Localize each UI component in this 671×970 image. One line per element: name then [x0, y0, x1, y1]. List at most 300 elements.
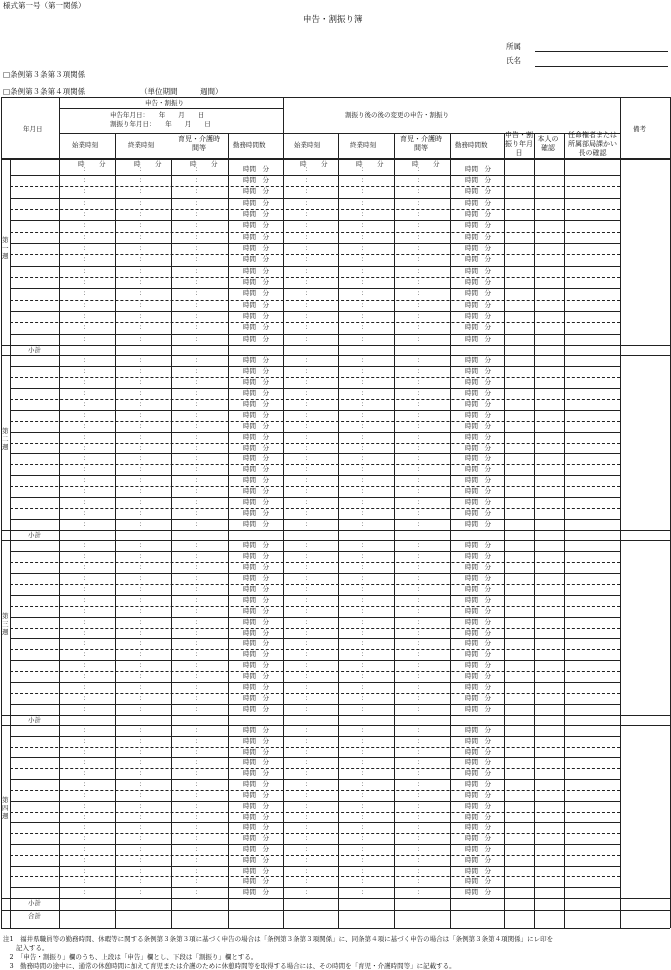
- time-cell-w4-r6-c3[interactable]: ：: [195, 780, 202, 789]
- hours-cell-w1-r8-b[interactable]: 時間 分: [465, 244, 491, 252]
- time-cell-w4-r12-c4[interactable]: ：: [305, 844, 312, 853]
- hours-cell-w3-r14-a[interactable]: 時間 分: [243, 683, 269, 692]
- hours-cell-w4-r3-b[interactable]: 時間 分: [465, 747, 491, 756]
- time-cell-w3-r15-c6[interactable]: ：: [417, 694, 424, 703]
- time-cell-w4-r5-c2[interactable]: ：: [139, 769, 146, 778]
- time-cell-w3-r6-c4[interactable]: ：: [305, 595, 312, 604]
- hours-cell-w4-r4-a[interactable]: 時間 分: [243, 758, 269, 767]
- time-cell-w3-r12-c1[interactable]: ：: [83, 661, 90, 670]
- time-cell-w1-r8-c2[interactable]: ：: [139, 244, 146, 252]
- time-cell-w4-r13-c5[interactable]: ：: [361, 855, 368, 864]
- hours-cell-w2-r14-a[interactable]: 時間 分: [243, 498, 269, 507]
- time-cell-w2-r2-c3[interactable]: ：: [195, 366, 202, 375]
- hours-cell-w4-r3-a[interactable]: 時間 分: [243, 747, 269, 756]
- hours-cell-w1-r9-b[interactable]: 時間 分: [465, 255, 491, 264]
- time-cell-w1-r8-c3[interactable]: ：: [195, 244, 202, 252]
- time-cell-w1-r14-c2[interactable]: ：: [139, 312, 146, 320]
- time-cell-w1-r13-c5[interactable]: ：: [361, 300, 368, 309]
- time-cell-w3-r6-c1[interactable]: ：: [83, 595, 90, 604]
- time-cell-w4-r10-c6[interactable]: ：: [417, 823, 424, 832]
- time-cell-w1-r15-c4[interactable]: ：: [305, 323, 312, 332]
- time-cell-w2-r16-c6[interactable]: ：: [417, 520, 424, 529]
- time-cell-w1-r2-c4[interactable]: ：: [305, 176, 312, 184]
- time-cell-w2-r3-c3[interactable]: ：: [195, 377, 202, 386]
- time-cell-w3-r13-c2[interactable]: ：: [139, 672, 146, 681]
- time-cell-w2-r15-c1[interactable]: ：: [83, 509, 90, 518]
- hours-cell-w3-r3-b[interactable]: 時間 分: [465, 562, 491, 571]
- hours-cell-w4-r12-a[interactable]: 時間 分: [243, 844, 269, 853]
- time-cell-w2-r9-c3[interactable]: ：: [195, 443, 202, 452]
- time-cell-w4-r13-c4[interactable]: ：: [305, 855, 312, 864]
- hours-cell-w3-r8-a[interactable]: 時間 分: [243, 617, 269, 626]
- time-cell-w4-r10-c3[interactable]: ：: [195, 823, 202, 832]
- time-cell-w3-r2-c4[interactable]: ：: [305, 551, 312, 560]
- hours-cell-w3-r10-b[interactable]: 時間 分: [465, 639, 491, 648]
- hours-cell-w2-r7-b[interactable]: 時間 分: [465, 421, 491, 430]
- time-cell-w4-r10-c4[interactable]: ：: [305, 823, 312, 832]
- hours-cell-w4-r5-b[interactable]: 時間 分: [465, 769, 491, 778]
- time-cell-w1-r2-c3[interactable]: ：: [195, 176, 202, 184]
- time-cell-w1-r4-c6[interactable]: ：: [417, 198, 424, 207]
- time-cell-w1-r16-c4[interactable]: ：: [305, 334, 312, 343]
- time-cell-w4-r3-c4[interactable]: ：: [305, 747, 312, 756]
- time-cell-w2-r8-c5[interactable]: ：: [361, 432, 368, 441]
- time-cell-w3-r14-c1[interactable]: ：: [83, 683, 90, 692]
- hours-cell-w1-r14-a[interactable]: 時間 分: [243, 312, 269, 320]
- time-cell-w4-r2-c3[interactable]: ：: [195, 736, 202, 745]
- hours-cell-w3-r9-b[interactable]: 時間 分: [465, 628, 491, 637]
- time-cell-w1-r6-c3[interactable]: ：: [195, 221, 202, 230]
- time-cell-w1-r12-c1[interactable]: ：: [83, 289, 90, 298]
- time-cell-w1-r14-c4[interactable]: ：: [305, 312, 312, 320]
- time-cell-w1-r14-c1[interactable]: ：: [83, 312, 90, 320]
- time-cell-w2-r8-c2[interactable]: ：: [139, 432, 146, 441]
- hours-cell-w1-r7-b[interactable]: 時間 分: [465, 232, 491, 241]
- time-cell-w1-r3-c4[interactable]: ：: [305, 187, 312, 196]
- time-cell-w4-r10-c1[interactable]: ：: [83, 823, 90, 832]
- time-cell-w3-r8-c3[interactable]: ：: [195, 617, 202, 626]
- hours-cell-w3-r15-b[interactable]: 時間 分: [465, 694, 491, 703]
- time-cell-w4-r12-c5[interactable]: ：: [361, 844, 368, 853]
- time-cell-w4-r1-c2[interactable]: ：: [139, 726, 146, 734]
- hours-cell-w4-r16-b[interactable]: 時間 分: [465, 888, 491, 897]
- time-cell-w4-r5-c5[interactable]: ：: [361, 769, 368, 778]
- time-cell-w2-r12-c3[interactable]: ：: [195, 476, 202, 485]
- checkbox-article3-4[interactable]: □条例第３条第４項関係: [3, 87, 86, 96]
- hours-cell-w2-r4-b[interactable]: 時間 分: [465, 388, 491, 397]
- time-cell-w2-r13-c4[interactable]: ：: [305, 487, 312, 496]
- time-cell-w4-r12-c2[interactable]: ：: [139, 844, 146, 853]
- time-cell-w3-r12-c4[interactable]: ：: [305, 661, 312, 670]
- time-cell-w1-r5-c6[interactable]: ：: [417, 210, 424, 218]
- time-cell-w1-r4-c5[interactable]: ：: [361, 198, 368, 207]
- time-cell-w3-r1-c2[interactable]: ：: [139, 541, 146, 549]
- time-cell-w4-r15-c2[interactable]: ：: [139, 877, 146, 886]
- time-cell-w4-r6-c1[interactable]: ：: [83, 780, 90, 789]
- hours-cell-w2-r16-a[interactable]: 時間 分: [243, 520, 269, 529]
- hours-cell-w2-r1-b[interactable]: 時間 分: [465, 356, 491, 364]
- time-cell-w3-r4-c2[interactable]: ：: [139, 573, 146, 582]
- time-cell-w3-r6-c3[interactable]: ：: [195, 595, 202, 604]
- time-cell-w3-r15-c2[interactable]: ：: [139, 694, 146, 703]
- hours-cell-w2-r14-b[interactable]: 時間 分: [465, 498, 491, 507]
- time-cell-w2-r9-c2[interactable]: ：: [139, 443, 146, 452]
- time-cell-w1-r12-c5[interactable]: ：: [361, 289, 368, 298]
- hours-cell-w4-r16-a[interactable]: 時間 分: [243, 888, 269, 897]
- hours-cell-w3-r13-a[interactable]: 時間 分: [243, 672, 269, 681]
- time-cell-w4-r16-c3[interactable]: ：: [195, 888, 202, 897]
- hours-cell-w4-r9-b[interactable]: 時間 分: [465, 812, 491, 821]
- time-cell-w3-r13-c1[interactable]: ：: [83, 672, 90, 681]
- time-cell-w3-r14-c5[interactable]: ：: [361, 683, 368, 692]
- time-cell-w1-r9-c1[interactable]: ：: [83, 255, 90, 264]
- time-cell-w3-r9-c6[interactable]: ：: [417, 628, 424, 637]
- time-cell-w4-r16-c2[interactable]: ：: [139, 888, 146, 897]
- affiliation-field-line[interactable]: [535, 51, 668, 52]
- time-cell-w3-r7-c2[interactable]: ：: [139, 606, 146, 615]
- hours-cell-w3-r9-a[interactable]: 時間 分: [243, 628, 269, 637]
- hours-cell-w4-r10-a[interactable]: 時間 分: [243, 823, 269, 832]
- time-cell-w3-r2-c2[interactable]: ：: [139, 551, 146, 560]
- hours-cell-w2-r11-a[interactable]: 時間 分: [243, 465, 269, 474]
- time-cell-w1-r6-c1[interactable]: ：: [83, 221, 90, 230]
- time-cell-w2-r6-c1[interactable]: ：: [83, 410, 90, 419]
- time-cell-w2-r7-c3[interactable]: ：: [195, 421, 202, 430]
- time-cell-w2-r8-c4[interactable]: ：: [305, 432, 312, 441]
- hours-cell-w4-r1-b[interactable]: 時間 分: [465, 726, 491, 734]
- time-cell-w1-r2-c5[interactable]: ：: [361, 176, 368, 184]
- time-cell-w3-r3-c6[interactable]: ：: [417, 562, 424, 571]
- time-cell-w1-r12-c2[interactable]: ：: [139, 289, 146, 298]
- time-cell-w2-r12-c5[interactable]: ：: [361, 476, 368, 485]
- time-cell-w2-r2-c2[interactable]: ：: [139, 366, 146, 375]
- time-cell-w3-r11-c2[interactable]: ：: [139, 650, 146, 659]
- hours-cell-w2-r3-a[interactable]: 時間 分: [243, 377, 269, 386]
- time-cell-w2-r4-c6[interactable]: ：: [417, 388, 424, 397]
- time-cell-w3-r16-c4[interactable]: ：: [305, 705, 312, 714]
- time-cell-w2-r1-c5[interactable]: ：: [361, 356, 368, 364]
- time-cell-w1-r10-c1[interactable]: ：: [83, 266, 90, 275]
- hours-cell-w1-r2-b[interactable]: 時間 分: [465, 176, 491, 184]
- time-cell-w3-r12-c3[interactable]: ：: [195, 661, 202, 670]
- hours-cell-w1-r2-a[interactable]: 時間 分: [243, 176, 269, 184]
- time-cell-w2-r6-c3[interactable]: ：: [195, 410, 202, 419]
- time-cell-w4-r15-c4[interactable]: ：: [305, 877, 312, 886]
- hours-cell-w4-r5-a[interactable]: 時間 分: [243, 769, 269, 778]
- time-cell-w4-r7-c6[interactable]: ：: [417, 790, 424, 799]
- time-cell-w3-r16-c1[interactable]: ：: [83, 705, 90, 714]
- time-cell-w3-r13-c5[interactable]: ：: [361, 672, 368, 681]
- time-cell-w3-r1-c4[interactable]: ：: [305, 541, 312, 549]
- time-cell-w3-r4-c4[interactable]: ：: [305, 573, 312, 582]
- time-cell-w2-r9-c1[interactable]: ：: [83, 443, 90, 452]
- time-cell-w4-r7-c3[interactable]: ：: [195, 790, 202, 799]
- hours-cell-w3-r16-a[interactable]: 時間 分: [243, 705, 269, 714]
- time-cell-w3-r5-c6[interactable]: ：: [417, 584, 424, 593]
- hours-cell-w4-r12-b[interactable]: 時間 分: [465, 844, 491, 853]
- time-cell-w3-r11-c6[interactable]: ：: [417, 650, 424, 659]
- time-cell-w3-r13-c3[interactable]: ：: [195, 672, 202, 681]
- time-cell-w4-r8-c6[interactable]: ：: [417, 801, 424, 810]
- time-cell-w2-r1-c2[interactable]: ：: [139, 356, 146, 364]
- time-cell-w1-r14-c3[interactable]: ：: [195, 312, 202, 320]
- time-cell-w3-r7-c3[interactable]: ：: [195, 606, 202, 615]
- time-cell-w2-r4-c1[interactable]: ：: [83, 388, 90, 397]
- time-cell-w1-r5-c1[interactable]: ：: [83, 210, 90, 218]
- time-cell-w2-r11-c1[interactable]: ：: [83, 465, 90, 474]
- time-cell-w1-r3-c5[interactable]: ：: [361, 187, 368, 196]
- hours-cell-w1-r15-a[interactable]: 時間 分: [243, 323, 269, 332]
- time-cell-w4-r3-c5[interactable]: ：: [361, 747, 368, 756]
- time-cell-w2-r15-c2[interactable]: ：: [139, 509, 146, 518]
- time-cell-w2-r10-c3[interactable]: ：: [195, 454, 202, 463]
- hours-cell-w1-r10-a[interactable]: 時間 分: [243, 266, 269, 275]
- time-cell-w4-r11-c3[interactable]: ：: [195, 834, 202, 843]
- time-cell-w2-r13-c1[interactable]: ：: [83, 487, 90, 496]
- time-cell-w2-r14-c4[interactable]: ：: [305, 498, 312, 507]
- time-cell-w3-r10-c5[interactable]: ：: [361, 639, 368, 648]
- time-cell-w1-r8-c5[interactable]: ：: [361, 244, 368, 252]
- hours-cell-w3-r12-b[interactable]: 時間 分: [465, 661, 491, 670]
- hours-cell-w4-r1-a[interactable]: 時間 分: [243, 726, 269, 734]
- hours-cell-w2-r8-a[interactable]: 時間 分: [243, 432, 269, 441]
- time-cell-w1-r9-c4[interactable]: ：: [305, 255, 312, 264]
- hours-cell-w3-r6-a[interactable]: 時間 分: [243, 595, 269, 604]
- time-cell-w4-r4-c4[interactable]: ：: [305, 758, 312, 767]
- time-cell-w3-r7-c4[interactable]: ：: [305, 606, 312, 615]
- hours-cell-w3-r3-a[interactable]: 時間 分: [243, 562, 269, 571]
- time-cell-w2-r14-c5[interactable]: ：: [361, 498, 368, 507]
- time-cell-w4-r1-c1[interactable]: ：: [83, 726, 90, 734]
- time-cell-w2-r10-c5[interactable]: ：: [361, 454, 368, 463]
- hours-cell-w3-r10-a[interactable]: 時間 分: [243, 639, 269, 648]
- hours-cell-w1-r14-b[interactable]: 時間 分: [465, 312, 491, 320]
- time-cell-w1-r11-c2[interactable]: ：: [139, 278, 146, 286]
- hours-cell-w4-r13-b[interactable]: 時間 分: [465, 855, 491, 864]
- time-cell-w1-r2-c2[interactable]: ：: [139, 176, 146, 184]
- hours-cell-w4-r6-b[interactable]: 時間 分: [465, 780, 491, 789]
- time-cell-w2-r16-c4[interactable]: ：: [305, 520, 312, 529]
- time-cell-w2-r14-c2[interactable]: ：: [139, 498, 146, 507]
- time-cell-w3-r8-c2[interactable]: ：: [139, 617, 146, 626]
- name-field-line[interactable]: [535, 66, 668, 67]
- time-cell-w4-r2-c1[interactable]: ：: [83, 736, 90, 745]
- hours-cell-w4-r8-b[interactable]: 時間 分: [465, 801, 491, 810]
- time-cell-w4-r2-c5[interactable]: ：: [361, 736, 368, 745]
- time-cell-w3-r10-c4[interactable]: ：: [305, 639, 312, 648]
- time-cell-w3-r11-c3[interactable]: ：: [195, 650, 202, 659]
- time-cell-w3-r11-c1[interactable]: ：: [83, 650, 90, 659]
- hours-cell-w1-r5-a[interactable]: 時間 分: [243, 210, 269, 218]
- time-cell-w1-r7-c6[interactable]: ：: [417, 232, 424, 241]
- time-cell-w2-r5-c4[interactable]: ：: [305, 399, 312, 408]
- time-cell-w3-r8-c5[interactable]: ：: [361, 617, 368, 626]
- hours-cell-w2-r9-b[interactable]: 時間 分: [465, 443, 491, 452]
- time-cell-w1-r4-c2[interactable]: ：: [139, 198, 146, 207]
- hours-cell-w3-r2-a[interactable]: 時間 分: [243, 551, 269, 560]
- time-cell-w2-r1-c6[interactable]: ：: [417, 356, 424, 364]
- hours-cell-w1-r12-b[interactable]: 時間 分: [465, 289, 491, 298]
- hours-cell-w4-r11-a[interactable]: 時間 分: [243, 834, 269, 843]
- time-cell-w2-r11-c6[interactable]: ：: [417, 465, 424, 474]
- hours-cell-w3-r1-a[interactable]: 時間 分: [243, 541, 269, 549]
- time-cell-w2-r11-c2[interactable]: ：: [139, 465, 146, 474]
- time-cell-w1-r11-c5[interactable]: ：: [361, 278, 368, 286]
- time-cell-w1-r15-c2[interactable]: ：: [139, 323, 146, 332]
- time-cell-w1-r1-c5[interactable]: ：: [361, 164, 368, 173]
- time-cell-w4-r10-c5[interactable]: ：: [361, 823, 368, 832]
- time-cell-w4-r2-c2[interactable]: ：: [139, 736, 146, 745]
- time-cell-w3-r15-c1[interactable]: ：: [83, 694, 90, 703]
- time-cell-w3-r1-c3[interactable]: ：: [195, 541, 202, 549]
- time-cell-w4-r5-c4[interactable]: ：: [305, 769, 312, 778]
- time-cell-w4-r7-c5[interactable]: ：: [361, 790, 368, 799]
- time-cell-w3-r9-c2[interactable]: ：: [139, 628, 146, 637]
- time-cell-w2-r2-c6[interactable]: ：: [417, 366, 424, 375]
- time-cell-w1-r3-c2[interactable]: ：: [139, 187, 146, 196]
- time-cell-w2-r13-c6[interactable]: ：: [417, 487, 424, 496]
- time-cell-w3-r16-c5[interactable]: ：: [361, 705, 368, 714]
- time-cell-w1-r8-c4[interactable]: ：: [305, 244, 312, 252]
- hours-cell-w4-r4-b[interactable]: 時間 分: [465, 758, 491, 767]
- hours-cell-w2-r12-a[interactable]: 時間 分: [243, 476, 269, 485]
- time-cell-w3-r2-c1[interactable]: ：: [83, 551, 90, 560]
- hours-cell-w2-r2-b[interactable]: 時間 分: [465, 366, 491, 375]
- time-cell-w1-r1-c2[interactable]: ：: [139, 164, 146, 173]
- time-cell-w2-r3-c4[interactable]: ：: [305, 377, 312, 386]
- hours-cell-w1-r10-b[interactable]: 時間 分: [465, 266, 491, 275]
- time-cell-w4-r11-c5[interactable]: ：: [361, 834, 368, 843]
- hours-cell-w1-r13-a[interactable]: 時間 分: [243, 300, 269, 309]
- time-cell-w3-r7-c5[interactable]: ：: [361, 606, 368, 615]
- time-cell-w1-r3-c1[interactable]: ：: [83, 187, 90, 196]
- hours-cell-w3-r11-b[interactable]: 時間 分: [465, 650, 491, 659]
- time-cell-w3-r10-c3[interactable]: ：: [195, 639, 202, 648]
- hours-cell-w2-r11-b[interactable]: 時間 分: [465, 465, 491, 474]
- time-cell-w3-r15-c5[interactable]: ：: [361, 694, 368, 703]
- time-cell-w1-r12-c6[interactable]: ：: [417, 289, 424, 298]
- hours-cell-w4-r15-b[interactable]: 時間 分: [465, 877, 491, 886]
- hours-cell-w1-r3-a[interactable]: 時間 分: [243, 187, 269, 196]
- hours-cell-w3-r12-a[interactable]: 時間 分: [243, 661, 269, 670]
- time-cell-w3-r14-c2[interactable]: ：: [139, 683, 146, 692]
- time-cell-w4-r15-c5[interactable]: ：: [361, 877, 368, 886]
- time-cell-w4-r4-c1[interactable]: ：: [83, 758, 90, 767]
- time-cell-w2-r7-c5[interactable]: ：: [361, 421, 368, 430]
- time-cell-w4-r4-c3[interactable]: ：: [195, 758, 202, 767]
- time-cell-w2-r11-c5[interactable]: ：: [361, 465, 368, 474]
- hours-cell-w3-r16-b[interactable]: 時間 分: [465, 705, 491, 714]
- time-cell-w1-r2-c1[interactable]: ：: [83, 176, 90, 184]
- time-cell-w4-r15-c3[interactable]: ：: [195, 877, 202, 886]
- time-cell-w4-r11-c2[interactable]: ：: [139, 834, 146, 843]
- time-cell-w2-r9-c5[interactable]: ：: [361, 443, 368, 452]
- hours-cell-w1-r7-a[interactable]: 時間 分: [243, 232, 269, 241]
- time-cell-w2-r15-c3[interactable]: ：: [195, 509, 202, 518]
- time-cell-w3-r3-c2[interactable]: ：: [139, 562, 146, 571]
- time-cell-w3-r5-c2[interactable]: ：: [139, 584, 146, 593]
- time-cell-w2-r6-c6[interactable]: ：: [417, 410, 424, 419]
- time-cell-w2-r4-c3[interactable]: ：: [195, 388, 202, 397]
- time-cell-w1-r10-c4[interactable]: ：: [305, 266, 312, 275]
- time-cell-w1-r10-c5[interactable]: ：: [361, 266, 368, 275]
- time-cell-w3-r5-c1[interactable]: ：: [83, 584, 90, 593]
- time-cell-w4-r6-c5[interactable]: ：: [361, 780, 368, 789]
- time-cell-w4-r11-c4[interactable]: ：: [305, 834, 312, 843]
- time-cell-w4-r16-c6[interactable]: ：: [417, 888, 424, 897]
- time-cell-w3-r16-c6[interactable]: ：: [417, 705, 424, 714]
- time-cell-w2-r3-c6[interactable]: ：: [417, 377, 424, 386]
- time-cell-w2-r13-c5[interactable]: ：: [361, 487, 368, 496]
- time-cell-w3-r8-c1[interactable]: ：: [83, 617, 90, 626]
- time-cell-w2-r8-c1[interactable]: ：: [83, 432, 90, 441]
- time-cell-w1-r4-c1[interactable]: ：: [83, 198, 90, 207]
- hours-cell-w1-r6-a[interactable]: 時間 分: [243, 221, 269, 230]
- hours-cell-w4-r15-a[interactable]: 時間 分: [243, 877, 269, 886]
- time-cell-w2-r3-c2[interactable]: ：: [139, 377, 146, 386]
- time-cell-w4-r11-c6[interactable]: ：: [417, 834, 424, 843]
- time-cell-w2-r7-c2[interactable]: ：: [139, 421, 146, 430]
- time-cell-w1-r8-c6[interactable]: ：: [417, 244, 424, 252]
- hours-cell-w1-r12-a[interactable]: 時間 分: [243, 289, 269, 298]
- time-cell-w1-r16-c6[interactable]: ：: [417, 334, 424, 343]
- time-cell-w3-r10-c2[interactable]: ：: [139, 639, 146, 648]
- hours-cell-w2-r15-b[interactable]: 時間 分: [465, 509, 491, 518]
- time-cell-w4-r3-c3[interactable]: ：: [195, 747, 202, 756]
- time-cell-w1-r15-c3[interactable]: ：: [195, 323, 202, 332]
- time-cell-w4-r1-c3[interactable]: ：: [195, 726, 202, 734]
- time-cell-w3-r8-c6[interactable]: ：: [417, 617, 424, 626]
- time-cell-w2-r6-c5[interactable]: ：: [361, 410, 368, 419]
- time-cell-w4-r4-c6[interactable]: ：: [417, 758, 424, 767]
- time-cell-w1-r5-c5[interactable]: ：: [361, 210, 368, 218]
- time-cell-w2-r14-c6[interactable]: ：: [417, 498, 424, 507]
- time-cell-w4-r11-c1[interactable]: ：: [83, 834, 90, 843]
- time-cell-w1-r7-c5[interactable]: ：: [361, 232, 368, 241]
- time-cell-w2-r3-c5[interactable]: ：: [361, 377, 368, 386]
- hours-cell-w1-r8-a[interactable]: 時間 分: [243, 244, 269, 252]
- time-cell-w3-r1-c6[interactable]: ：: [417, 541, 424, 549]
- hours-cell-w1-r11-b[interactable]: 時間 分: [465, 278, 491, 286]
- time-cell-w3-r14-c3[interactable]: ：: [195, 683, 202, 692]
- hours-cell-w4-r2-a[interactable]: 時間 分: [243, 736, 269, 745]
- time-cell-w3-r16-c3[interactable]: ：: [195, 705, 202, 714]
- time-cell-w2-r5-c5[interactable]: ：: [361, 399, 368, 408]
- time-cell-w3-r9-c4[interactable]: ：: [305, 628, 312, 637]
- time-cell-w1-r9-c5[interactable]: ：: [361, 255, 368, 264]
- hours-cell-w3-r7-a[interactable]: 時間 分: [243, 606, 269, 615]
- time-cell-w2-r11-c3[interactable]: ：: [195, 465, 202, 474]
- time-cell-w1-r13-c3[interactable]: ：: [195, 300, 202, 309]
- checkbox-article3-3[interactable]: □条例第３条第３項関係: [3, 70, 86, 79]
- time-cell-w4-r16-c1[interactable]: ：: [83, 888, 90, 897]
- time-cell-w1-r7-c3[interactable]: ：: [195, 232, 202, 241]
- time-cell-w2-r2-c4[interactable]: ：: [305, 366, 312, 375]
- hours-cell-w3-r2-b[interactable]: 時間 分: [465, 551, 491, 560]
- time-cell-w1-r14-c5[interactable]: ：: [361, 312, 368, 320]
- hours-cell-w2-r4-a[interactable]: 時間 分: [243, 388, 269, 397]
- time-cell-w3-r1-c1[interactable]: ：: [83, 541, 90, 549]
- time-cell-w2-r8-c6[interactable]: ：: [417, 432, 424, 441]
- time-cell-w3-r7-c1[interactable]: ：: [83, 606, 90, 615]
- time-cell-w1-r5-c3[interactable]: ：: [195, 210, 202, 218]
- time-cell-w2-r7-c4[interactable]: ：: [305, 421, 312, 430]
- time-cell-w1-r2-c6[interactable]: ：: [417, 176, 424, 184]
- hours-cell-w2-r13-b[interactable]: 時間 分: [465, 487, 491, 496]
- time-cell-w3-r2-c3[interactable]: ：: [195, 551, 202, 560]
- hours-cell-w2-r16-b[interactable]: 時間 分: [465, 520, 491, 529]
- time-cell-w4-r10-c2[interactable]: ：: [139, 823, 146, 832]
